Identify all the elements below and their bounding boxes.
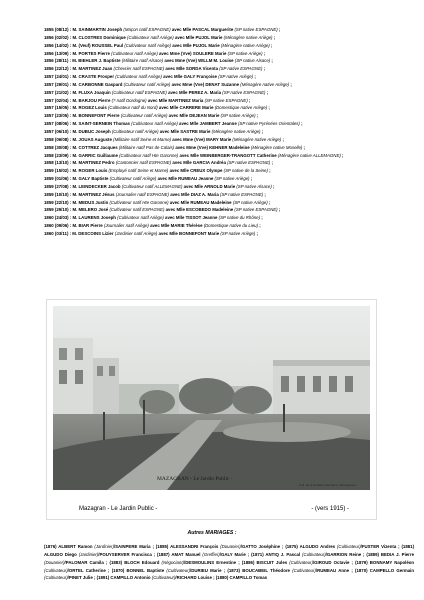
entry-end: ;	[277, 27, 281, 32]
entry-end: ;	[267, 199, 271, 205]
autre-name: CAMPILLO Tomas	[229, 575, 268, 581]
entry-date: 1858 (30/08) :	[44, 144, 73, 150]
marriage-entry	[44, 73, 416, 81]
entry-end: ;	[265, 89, 269, 95]
marriage-list	[44, 26, 416, 238]
entry-groom: M. DESCOINS Lizier	[72, 230, 115, 236]
autre-year: (1873)	[227, 567, 243, 573]
entry-groom: M. CLOSTRES Dominique	[72, 34, 128, 40]
entry-bride-info: (Ménagère native Ariège)	[211, 128, 261, 134]
autre-sep: ;	[152, 544, 156, 549]
autre-sep: ;	[93, 575, 97, 581]
autre-sep: ;	[105, 559, 110, 565]
entry-end: ;	[340, 152, 344, 158]
entry-date: 1857 (23/05) :	[44, 113, 73, 119]
autre-sep: ;	[281, 544, 286, 549]
entry-end: ;	[272, 34, 276, 40]
autre-name: GARRION Reine	[326, 551, 364, 557]
entry-groom-info: (Journalier natif ESPAGNE)	[115, 191, 169, 197]
entry-bride: avec Mlle RUMEAU Jeanne	[156, 176, 215, 182]
autre-name: AMAT Manuel	[171, 551, 203, 557]
entry-bride-info: (SP native ESPAGNE)	[204, 97, 248, 103]
autre-name: POUYSERVER Francisca	[99, 551, 154, 557]
postcard-printed-credit: Coll. de la Société Historique, Mostaganem	[299, 483, 357, 487]
autre-name: PINET Julie	[68, 575, 94, 581]
entry-groom: M. LEINDECKER Jacob	[72, 183, 122, 189]
entry-bride: avec Mlle PEREZ A. Maria	[166, 89, 223, 95]
entry-groom: M. JOUAS Auguste	[72, 136, 114, 142]
entry-groom: M. MARTINEZ Jésus	[72, 191, 116, 197]
entry-groom-info: (Cultivateur natif Ariège)	[124, 42, 171, 48]
marriage-entry	[44, 42, 416, 50]
entry-bride: avec Mme (Vve) KEHNER Madeleine	[174, 144, 251, 150]
entry-bride: avec Mlle DEJEAN Marie	[167, 113, 221, 119]
autre-year: (1879)	[355, 559, 370, 565]
autre-name: RICHARD Louise	[176, 575, 214, 581]
autre-year: (1876)	[44, 544, 59, 549]
autre-year: (1881)	[401, 544, 415, 549]
autre-sep: /	[190, 567, 192, 573]
autre-year: (1891)	[96, 575, 111, 581]
entry-groom-info: (Cultivateur natif Ariège)	[111, 50, 158, 56]
autre-year: (1875)	[285, 544, 300, 549]
entry-date: 1856 (14/02) :	[44, 42, 73, 48]
entry-end: ;	[281, 136, 284, 142]
entry-end: ;	[289, 81, 292, 87]
entry-groom: M. COTTREZ Jacques	[72, 144, 119, 150]
marriage-entry	[44, 222, 416, 230]
entry-bride: avec Mme (Vve) WILLM M. Louise	[163, 58, 235, 64]
entry-groom: M. ROGEZ Louis	[72, 105, 108, 111]
entry-date: 1856 (02/02) :	[44, 34, 73, 40]
entry-date: 1860 (09/06) :	[44, 223, 73, 229]
entry-groom: M. BONNEFONT Pierre	[72, 113, 121, 119]
entry-groom-info: (Cultivateur natif Ariège)	[109, 176, 157, 182]
autre-sep: /	[98, 551, 100, 557]
autres-mariages-paragraph	[44, 543, 414, 582]
entry-bride-info: (SP native Alsace)	[234, 58, 271, 64]
autre-job: (Négociant)	[161, 559, 184, 565]
entry-bride: avec Mlle BONNEFONT Marie	[157, 230, 221, 236]
autre-sep: ;	[351, 559, 356, 565]
entry-groom: M. MEDUS Justin	[72, 199, 110, 205]
autre-name: CAMPILLO Antonio	[110, 575, 152, 581]
marriage-entry	[44, 50, 416, 58]
entry-bride-info: (Domestique native du Lieu)	[203, 223, 259, 229]
autre-job: (Cultivateur)	[302, 551, 326, 557]
entry-end: ;	[277, 207, 281, 213]
autre-year: (1880)	[215, 575, 230, 581]
entry-groom: M. CARBONNE Gaspard	[72, 81, 124, 87]
entry-groom: M. BIEHLER J. Baptiste	[72, 58, 122, 64]
entry-groom: M. ROGER Louis	[72, 168, 109, 174]
marriage-entry	[44, 206, 416, 214]
entry-end: ;	[260, 215, 263, 221]
entry-end: ;	[271, 183, 275, 189]
marriage-entry	[44, 112, 416, 120]
entry-end: ;	[269, 42, 273, 48]
autre-job: (Jardinier)	[94, 544, 114, 549]
autre-sep: /	[175, 575, 177, 581]
entry-bride: avec Mlle PUJOL Marie	[173, 34, 224, 40]
entry-date: 1857 (29/01) :	[44, 81, 73, 87]
marriage-entry	[44, 128, 416, 136]
autre-job: (Cultivateur)	[292, 567, 316, 573]
entry-groom-info: (Cultivateur natif ALLEMAGNE)	[121, 183, 183, 189]
entry-bride-info: (SP native ESPAGNE)	[219, 66, 263, 72]
entry-end: ;	[255, 113, 259, 119]
autre-year: (1887)	[157, 551, 172, 557]
marriage-entry	[44, 81, 416, 89]
autre-sep: /	[67, 567, 69, 573]
entry-date: 1859 (10/10) :	[44, 191, 73, 197]
autre-sep: ;	[108, 567, 112, 573]
entry-bride: avec Mlle TISSOT Jeanne	[163, 215, 219, 221]
entry-date: 1856 (13/09) :	[44, 50, 73, 56]
entry-groom: M. BIAR Pierre	[72, 223, 104, 229]
autre-name: BISCUIT Jules	[256, 559, 290, 565]
entry-end: ;	[249, 176, 253, 182]
autre-name: BONNAMY Napoléon	[369, 559, 415, 565]
autre-year: (1885)	[155, 544, 171, 549]
entry-groom: M. DUBUC Joseph	[72, 128, 112, 134]
entry-groom-info: (Cultivateur natif ESPAGNE)	[109, 207, 165, 213]
entry-groom-info: (Cultivateur natif Ariège)	[131, 121, 178, 127]
entry-groom: M. GARRIC Guillaume	[72, 152, 120, 158]
entry-end: ;	[267, 105, 270, 111]
entry-groom-info: (Journalier natif Ariège)	[103, 223, 149, 229]
entry-date: 1857 (24/01) :	[44, 74, 73, 80]
entry-groom: M. FLUXA Joaquin	[72, 89, 112, 95]
autre-name: GIROUD Octavie	[314, 559, 352, 565]
entry-groom: M. CRASTE Prosper	[72, 74, 116, 80]
entry-end: ;	[260, 128, 264, 134]
entry-date: 1857 (21/02) :	[44, 89, 73, 95]
postcard-photo	[47, 300, 376, 519]
entry-groom: M. BARJOU Pierre	[72, 97, 112, 103]
marriage-entry	[44, 199, 416, 207]
entry-bride-info: (SP native Ariège)	[227, 50, 263, 56]
entry-bride: avec Mlle WEINBERGER-TRANGOTT Catherine	[178, 152, 278, 158]
entry-groom-info: (Maçon natif ESPAGNE)	[123, 27, 171, 32]
entry-groom-info: (Cultivateur natif Ariège)	[123, 81, 171, 87]
entry-groom-info: (Cultivateur natif ESPAGNE)	[111, 89, 167, 95]
autre-year: (1870)	[355, 567, 370, 573]
autre-name: GATTO Joséphine	[241, 544, 282, 549]
entry-bride: avec Mlle GALY Françoise	[161, 74, 219, 80]
marriage-entry	[44, 104, 416, 112]
entry-end: ;	[258, 223, 261, 229]
entry-date: 1857 (08/06) :	[44, 121, 73, 127]
entry-bride-info: (SP native de la Seine)	[223, 168, 268, 174]
entry-date: 1858 (23/09) :	[44, 152, 73, 158]
autre-job: (Cultivateur)	[44, 567, 68, 573]
entry-bride-info: (Ménagère native Ariège)	[240, 81, 290, 87]
marriage-entry	[44, 97, 416, 105]
autre-name: ALBERT Ramon	[58, 544, 95, 549]
autre-job: (Cultivateur)	[336, 544, 361, 549]
entry-bride: avec Mlle CREUX Olympe	[168, 168, 224, 174]
entry-groom: M. PORTES Pierre	[72, 50, 112, 56]
entry-date: 1859 (29/10) :	[44, 207, 73, 213]
autre-sep: /	[183, 559, 186, 565]
entry-end: ;	[302, 144, 305, 150]
marriage-entry	[44, 65, 416, 73]
entry-bride: avec Mlle ARNOLD Marie	[182, 183, 237, 189]
entry-bride-info: (SP native Alsace)	[236, 183, 272, 189]
entry-bride: avec Mme (Vve) MARY Marie	[171, 136, 233, 142]
autre-name: PALOMAR Camila	[65, 559, 106, 565]
autre-sep: /	[312, 559, 315, 565]
autre-job: (Jardinier)	[78, 551, 99, 557]
entry-bride-info: (Domestique native Ariège)	[214, 105, 268, 111]
entry-bride: avec Mlle CARRERE Marie	[157, 105, 215, 111]
entry-bride-info: (Ménagère native ALLEMAGNE)	[277, 152, 341, 158]
marriage-entry	[44, 175, 416, 183]
entry-date: 1855 (08/12) :	[44, 27, 73, 32]
marriage-entry	[44, 230, 416, 238]
autre-sep: /	[113, 544, 116, 549]
marriage-entry	[44, 159, 416, 167]
entry-groom: M. GALY Baptiste	[72, 176, 110, 182]
entry-groom: M. MELERO José	[72, 207, 110, 213]
entry-date: 1860 (24/03) :	[44, 215, 73, 221]
autre-sep: ;	[238, 559, 242, 565]
entry-bride-info: (SP native Ariège)	[220, 113, 256, 119]
autre-name: ALESSANDRI François	[170, 544, 221, 549]
caption-right: - (vers 1915) -	[311, 506, 349, 512]
entry-groom: M. SAINMARTIN Joseph	[72, 27, 124, 32]
entry-date: 1859 (22/10) :	[44, 199, 73, 205]
entry-date: 1859 (27/08) :	[44, 183, 73, 189]
entry-groom: M. LAURENS Joseph	[72, 215, 118, 221]
entry-bride: avec Mlle PASCAL Marguerite	[170, 27, 235, 32]
entry-bride: avec Mlle SASTRE Marie	[158, 128, 212, 134]
autre-year: (1870)	[111, 567, 127, 573]
entry-groom-info: (Cantonnier natif ESPAGNE)	[115, 160, 172, 166]
entry-date: 1857 (06/10) :	[44, 128, 73, 134]
autre-sep: ;	[351, 567, 355, 573]
entry-groom-info: (Cultivateur natif Hte Garonne)	[109, 199, 169, 205]
autre-year: (1889)	[366, 551, 381, 557]
autre-name: SAINPERE Maria	[115, 544, 153, 549]
entry-bride: avec Mlle DIAZ A. Maria	[168, 191, 220, 197]
entry-groom-info: (Employé natif Seine et Marne)	[108, 168, 169, 174]
autre-sep: ;	[213, 575, 216, 581]
entry-bride: avec Mlle MARTINEZ Maria	[146, 97, 205, 103]
entry-groom-info: (Cultivateur natif Ariège)	[117, 215, 164, 221]
entry-date: 1858 (13/10) :	[44, 160, 73, 166]
entry-end: ;	[253, 74, 256, 80]
entry-bride-info: (Ménagère native Ariège)	[223, 34, 273, 40]
autre-sep: ;	[363, 551, 367, 557]
entry-end: ;	[247, 97, 251, 103]
marriage-entry	[44, 191, 416, 199]
entry-end: ;	[270, 160, 273, 166]
autre-name: FUSTER Vizenta	[361, 544, 399, 549]
marriage-entry	[44, 167, 416, 175]
marriage-entry	[44, 34, 416, 42]
entry-bride: avec Mme (Vve) SOULERE Marie	[157, 50, 228, 56]
marriage-entry	[44, 144, 416, 152]
autre-job: (Cultivateur)	[166, 567, 191, 573]
entry-groom-info: (Cultivateur natif Ariège)	[120, 113, 168, 119]
entry-end: ;	[270, 58, 273, 64]
entry-bride: avec Mlle RUMEAU Madeleine	[168, 199, 233, 205]
entry-bride: avec Mlle JAMBERT Jeanne	[177, 121, 238, 127]
postcard-image	[47, 300, 376, 519]
entry-bride: avec Mme (Vve) DENAT Suzanne	[170, 81, 241, 87]
entry-date: 1859 (01/06) :	[44, 176, 73, 182]
autre-job: (Douanier)	[220, 544, 241, 549]
autre-name: RUMEAU Anne	[317, 567, 352, 573]
autre-sep: /	[325, 551, 327, 557]
autre-name: ANTIQ J. Pascal	[265, 551, 303, 557]
autre-job: (Cultivateur)	[289, 559, 313, 565]
autre-year: (1883)	[109, 559, 125, 565]
autre-sep: ;	[247, 551, 252, 557]
entry-date: 1859 (15/02) :	[44, 168, 73, 174]
entry-bride-info: (SP native ESPAGNE)	[234, 207, 278, 213]
autre-name: ALGUDO Diego	[44, 551, 79, 557]
entry-groom: M. MARTINEZ Juan	[72, 66, 114, 72]
autre-sep: ;	[223, 567, 228, 573]
entry-end: ;	[262, 66, 266, 72]
entry-bride-info: (SP native Ariège)	[232, 199, 268, 205]
entry-bride-info: (SP native ESPAGNE)	[234, 27, 278, 32]
autres-mariages-heading: Autres MARIAGES :	[187, 530, 237, 536]
entry-groom-info: (Militaire natif Pas de Calais)	[118, 144, 175, 150]
entry-bride-info: (SP native ESPAGNE)	[220, 191, 264, 197]
entry-bride-info: (SP native ESPAGNE)	[227, 160, 271, 166]
entry-end: ;	[255, 230, 258, 236]
autre-name: BLOCH Edouard	[124, 559, 162, 565]
entry-bride: avec Mlle PUJOL Marie	[171, 42, 221, 48]
entry-groom-info: (? natif Dordogne)	[111, 97, 147, 103]
postcard-printed-title: MAZAGRAN - Le Jardin Public -	[157, 476, 233, 482]
autre-year: (1886)	[241, 559, 257, 565]
autre-name: DESMOULINS Ernestine	[185, 559, 239, 565]
autre-sep: /	[315, 567, 318, 573]
autre-year: (1871)	[251, 551, 266, 557]
entry-date: 1858 (06/08) :	[44, 136, 73, 142]
autre-job: (Cultivateur)	[44, 575, 68, 581]
marriage-entry	[44, 152, 416, 160]
entry-groom-info: (Cultivateur natif Hte Garonne)	[119, 152, 179, 158]
autre-sep: /	[360, 544, 362, 549]
entry-bride-info: (SP native Ariège)	[220, 230, 256, 236]
entry-bride-info: (Ménagère native Moselle)	[250, 144, 303, 150]
entry-date: 1856 (22/12) :	[44, 66, 73, 72]
autre-sep: ;	[153, 551, 158, 557]
entry-bride-info: (Ménagère native Ariège)	[232, 136, 282, 142]
entry-groom-info: (Cultivateur natif Ariège)	[115, 74, 162, 80]
autre-sep: /	[67, 575, 69, 581]
autre-name: ORTEL Catherine	[68, 567, 109, 573]
autre-name: BOUCABEIL Théodore	[242, 567, 293, 573]
entry-bride: avec Mlle MARIE Thérèse	[148, 223, 204, 229]
entry-bride-info: (SP native Ariège)	[218, 74, 254, 80]
entry-bride: avec Mlle SORDA Vicenta	[164, 66, 220, 72]
autre-name: BEDIA J. Pierre	[380, 551, 414, 557]
entry-groom: M. SAINT-SERNEIN Thomas	[72, 121, 132, 127]
entry-date: 1860 (03/11) :	[44, 230, 73, 236]
caption-left: Mazagran - Le Jardin Public -	[79, 506, 158, 512]
entry-end: ;	[299, 121, 303, 127]
entry-bride: avec Mlle ESCOBEDO Madeleine	[164, 207, 235, 213]
autre-sep: ;	[398, 544, 402, 549]
autre-name: CAMPELLO Germain	[369, 567, 415, 573]
marriage-entry	[44, 183, 416, 191]
entry-bride-info: (SP native Ariège)	[214, 176, 250, 182]
autre-sep: /	[240, 544, 242, 549]
marriage-entry	[44, 120, 416, 128]
autre-name: DURIEU Marie	[191, 567, 224, 573]
entry-bride-info: (SP native ESPAGNE)	[222, 89, 266, 95]
marriage-entry	[44, 136, 416, 144]
autre-name: GALY Marie	[220, 551, 248, 557]
entry-end: ;	[263, 191, 266, 197]
marriage-entry	[44, 26, 416, 34]
marriage-entry	[44, 214, 416, 222]
marriage-entry	[44, 57, 416, 65]
entry-end: ;	[262, 50, 266, 56]
entry-end: ;	[267, 168, 271, 174]
entry-bride-info: (SP native Pyrénées Orientales)	[237, 121, 300, 127]
entry-groom: M. (Veuf) ROUSSEL Paul	[72, 42, 125, 48]
entry-groom-info: (Militaire natif Alsace)	[121, 58, 164, 64]
entry-date: 1857 (02/04) :	[44, 97, 73, 103]
entry-groom: M. MARTINEZ Pedro	[72, 160, 116, 166]
autre-sep: /	[219, 551, 221, 557]
entry-groom-info: (Cultivateur natif du Nord)	[107, 105, 158, 111]
entry-bride: avec Mlle GARCIA Andréa	[171, 160, 228, 166]
entry-bride-info: (SP native du Rhône)	[218, 215, 261, 221]
entry-groom-info: (Cultivateur natif Ariège)	[111, 128, 159, 134]
entry-bride-info: (Ménagère native Ariège)	[220, 42, 270, 48]
autre-job: (Douanier)	[44, 559, 65, 565]
entry-date: 1856 (28/11) :	[44, 58, 73, 64]
marriage-entry	[44, 89, 416, 97]
entry-groom-info: (Cultivateur natif Ariège)	[127, 34, 174, 40]
autre-sep: /	[64, 559, 66, 565]
entry-groom-info: (Jardinier natif Ariège)	[114, 230, 158, 236]
entry-groom-info: (Chevrier natif ESPAGNE)	[113, 66, 165, 72]
autre-job: (Cultivateur)	[151, 575, 176, 581]
autre-name: BONNEL Baptiste	[126, 567, 167, 573]
entry-groom-info: (Militaire natif Seine et Marne)	[113, 136, 172, 142]
autre-job: (Greffier)	[202, 551, 220, 557]
entry-date: 1857 (15/05) :	[44, 105, 73, 111]
autre-name: ALGUDO Andres	[299, 544, 337, 549]
